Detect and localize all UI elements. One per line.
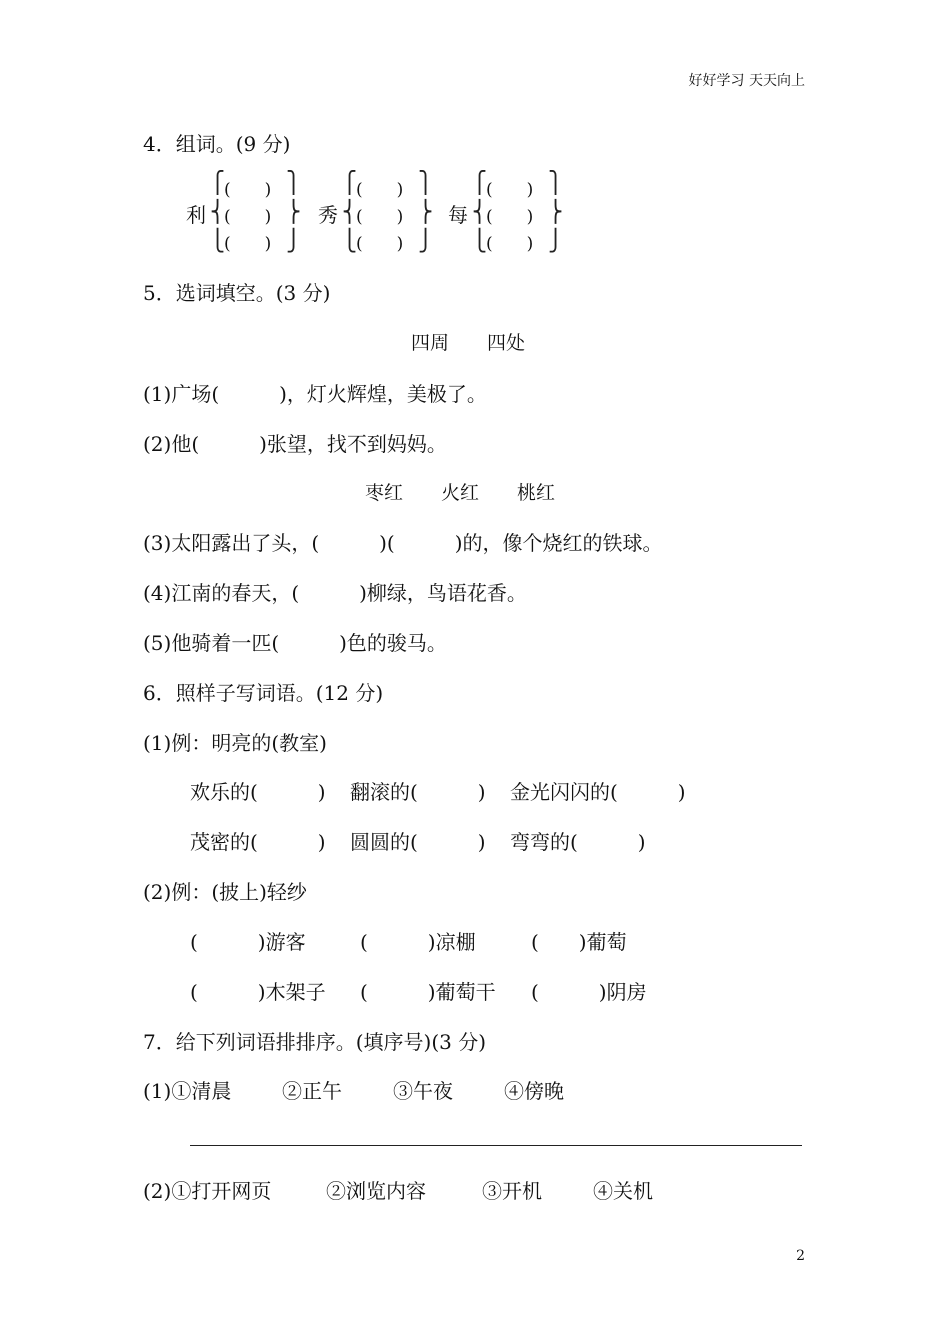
q6-blank-item: 欢乐的( ): [190, 780, 326, 804]
q5-item-3: (3)太阳露出了头，( )( )的，像个烧红的铁球。: [143, 531, 663, 555]
q7-item2-option: ③开机: [482, 1179, 542, 1203]
q6-title: 6．照样子写词语。(12 分): [143, 681, 384, 705]
q4-group-3: 每 ⎧ ⎨ ⎩ ( ) ( ) ( ) ⎫ ⎬ ⎭: [448, 169, 563, 254]
q6-blank-item: 金光闪闪的( ): [510, 780, 686, 804]
q4-char-2: 秀: [318, 203, 338, 227]
page-number: 2: [796, 1248, 805, 1264]
page-header: 好好学习 天天向上: [688, 73, 805, 89]
q7-item2-option: ④关机: [593, 1179, 653, 1203]
q7-item2-option: (2)①打开网页: [143, 1179, 272, 1203]
q6-blank-item: 圆圆的( ): [350, 830, 486, 854]
q5-item-2: (2)他( )张望，找不到妈妈。: [143, 432, 447, 456]
q5-title: 5．选词填空。(3 分): [143, 281, 331, 305]
q6-blank-item: ( )游客: [190, 930, 306, 954]
q6-example-2: (2)例：(披上)轻纱: [143, 880, 307, 904]
q4-blank: ( ): [356, 234, 404, 254]
q7-item1-option: (1)①清晨: [143, 1079, 232, 1103]
q7-item2-option: ②浏览内容: [326, 1179, 426, 1203]
q4-blank: ( ): [486, 234, 534, 254]
q4-blank: ( ): [486, 180, 534, 200]
q7-item1-option: ③午夜: [393, 1079, 453, 1103]
q5-choices-a: 四周 四处: [411, 332, 526, 354]
q4-group-2: 秀 ⎧ ⎨ ⎩ ( ) ( ) ( ) ⎫ ⎬ ⎭: [318, 169, 433, 254]
q6-blank-item: 弯弯的( ): [510, 830, 646, 854]
q5-item-1: (1)广场( )，灯火辉煌，美极了。: [143, 382, 487, 406]
q5-item-5: (5)他骑着一匹( )色的骏马。: [143, 631, 447, 655]
q6-blank-item: ( )葡萄: [531, 930, 627, 954]
q7-item1-option: ④傍晚: [504, 1079, 564, 1103]
q6-blank-item: 茂密的( ): [190, 830, 326, 854]
q4-blank: ( ): [356, 180, 404, 200]
q6-blank-item: ( )凉棚: [360, 930, 476, 954]
q6-blank-item: 翻滚的( ): [350, 780, 486, 804]
q4-char-1: 利: [186, 203, 206, 227]
q7-item1-option: ②正午: [282, 1079, 342, 1103]
q5-item-4: (4)江南的春天，( )柳绿，鸟语花香。: [143, 581, 527, 605]
q6-example-1: (1)例：明亮的(教室): [143, 731, 327, 755]
q4-blank: ( ): [224, 180, 272, 200]
q4-blank: ( ): [486, 207, 534, 227]
q4-blank: ( ): [224, 207, 272, 227]
q4-title: 4．组词。(9 分): [143, 132, 291, 156]
answer-line: [190, 1145, 802, 1146]
q4-group-1: 利 ⎧ ⎨ ⎩ ( ) ( ) ( ) ⎫ ⎬ ⎭: [186, 169, 301, 254]
q4-blank: ( ): [356, 207, 404, 227]
q5-choices-b: 枣红 火红 桃红: [365, 482, 556, 504]
q6-blank-item: ( )木架子: [190, 980, 326, 1004]
q7-title: 7．给下列词语排排序。(填序号)(3 分): [143, 1030, 487, 1054]
q6-blank-item: ( )葡萄干: [360, 980, 496, 1004]
q6-blank-item: ( )阴房: [531, 980, 647, 1004]
q4-char-3: 每: [448, 203, 468, 227]
q4-blank: ( ): [224, 234, 272, 254]
